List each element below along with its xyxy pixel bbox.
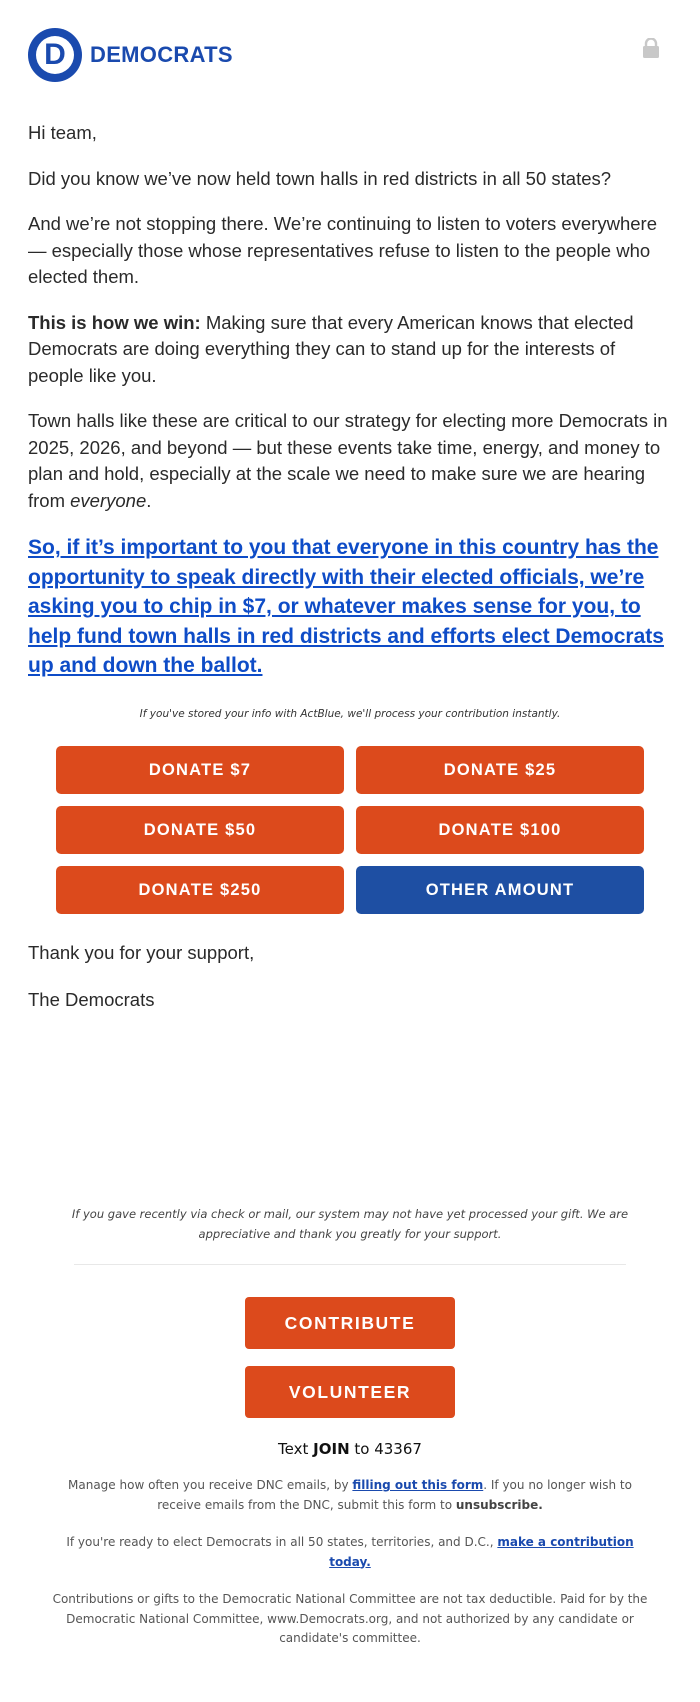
how-we-win-lead: This is how we win:	[28, 311, 201, 333]
donate-100-button[interactable]: DONATE $100	[356, 806, 644, 854]
donate-250-button[interactable]: DONATE $250	[56, 866, 344, 914]
actblue-note: If you've stored your info with ActBlue, we'll process your contribution instantly.	[139, 707, 561, 720]
mail-gift-note: If you gave recently via check or mail, our system may not have yet processed your gift. We are appreciative and thank you greatly for your support.	[71, 1207, 629, 1241]
join-keyword: JOIN	[313, 1440, 350, 1458]
strategy-end: .	[146, 489, 152, 511]
donate-button-grid	[56, 746, 644, 914]
paragraph-how-we-win	[28, 310, 672, 390]
signature: The Democrats	[28, 988, 155, 1010]
footer-divider	[74, 1264, 626, 1265]
donate-25-button[interactable]: DONATE $25	[356, 746, 644, 794]
signoff	[28, 940, 672, 1013]
paragraph-strategy	[28, 408, 672, 514]
logo-wordmark: DEMOCRATS	[90, 42, 233, 67]
thanks-line: Thank you for your support,	[28, 942, 255, 963]
how-we-win-text: Making sure that every American knows that elected Democrats are doing everything they can to stand up for the interests of people like you.	[28, 311, 634, 386]
other-amount-button[interactable]: OTHER AMOUNT	[356, 866, 644, 914]
legal-disclaimer: Contributions or gifts to the Democratic National Committee are not tax deductible. Paid for by the Democratic National Committee, www.Democrats.org, and not authorized by any candidate or candidate's committee.	[52, 1592, 648, 1645]
email-body	[28, 120, 672, 1033]
contribution-today-link[interactable]: make a contribution today.	[329, 1535, 634, 1569]
email-footer	[28, 1205, 672, 1649]
manage-emails-text: Manage how often you receive DNC emails, by filling out this form. If you no longer wish to receive emails from the DNC, submit this form to unsubscribe.	[68, 1478, 632, 1512]
democrats-logo[interactable]	[28, 28, 233, 82]
lock-icon	[642, 38, 660, 58]
contribute-button[interactable]: CONTRIBUTE	[245, 1297, 455, 1349]
strategy-text: Town halls like these are critical to our strategy for electing more Democrats in 2025, 2026, and beyond — but these events take time, energy, and money to plan and hold, especially at the scale we need to make sure we are hearing from	[28, 410, 668, 511]
donate-cta-link[interactable]: So, if it’s important to you that everyone in this country has the opportunity to speak directly with their elected officials, we’re asking you to chip in $7, or whatever makes sense for you, to help fund town halls in red districts and efforts elect Democrats up and down the ballot.	[28, 536, 664, 677]
logo-letter: D	[44, 38, 66, 71]
logo-circle	[28, 28, 82, 82]
unsubscribe-link[interactable]: unsubscribe.	[455, 1497, 543, 1512]
manage-form-link[interactable]: filling out this form	[352, 1478, 484, 1492]
donate-50-button[interactable]: DONATE $50	[56, 806, 344, 854]
paragraph-not-stopping: And we’re not stopping there. We’re continuing to listen to voters everywhere — especially those whose representatives refuse to listen to the people who elected them.	[28, 213, 657, 287]
donate-7-button[interactable]: DONATE $7	[56, 746, 344, 794]
greeting: Hi team,	[28, 122, 97, 143]
elect-democrats-text: If you're ready to elect Democrats in all 50 states, territories, and D.C., make a contribution today.	[66, 1535, 634, 1569]
text-join-line: Text JOIN to 43367	[278, 1440, 422, 1458]
paragraph-town-halls: Did you know we’ve now held town halls in red districts in all 50 states?	[28, 167, 612, 189]
volunteer-button[interactable]: VOLUNTEER	[245, 1366, 455, 1418]
email-header	[28, 28, 672, 88]
strategy-emphasis: everyone	[70, 489, 147, 511]
